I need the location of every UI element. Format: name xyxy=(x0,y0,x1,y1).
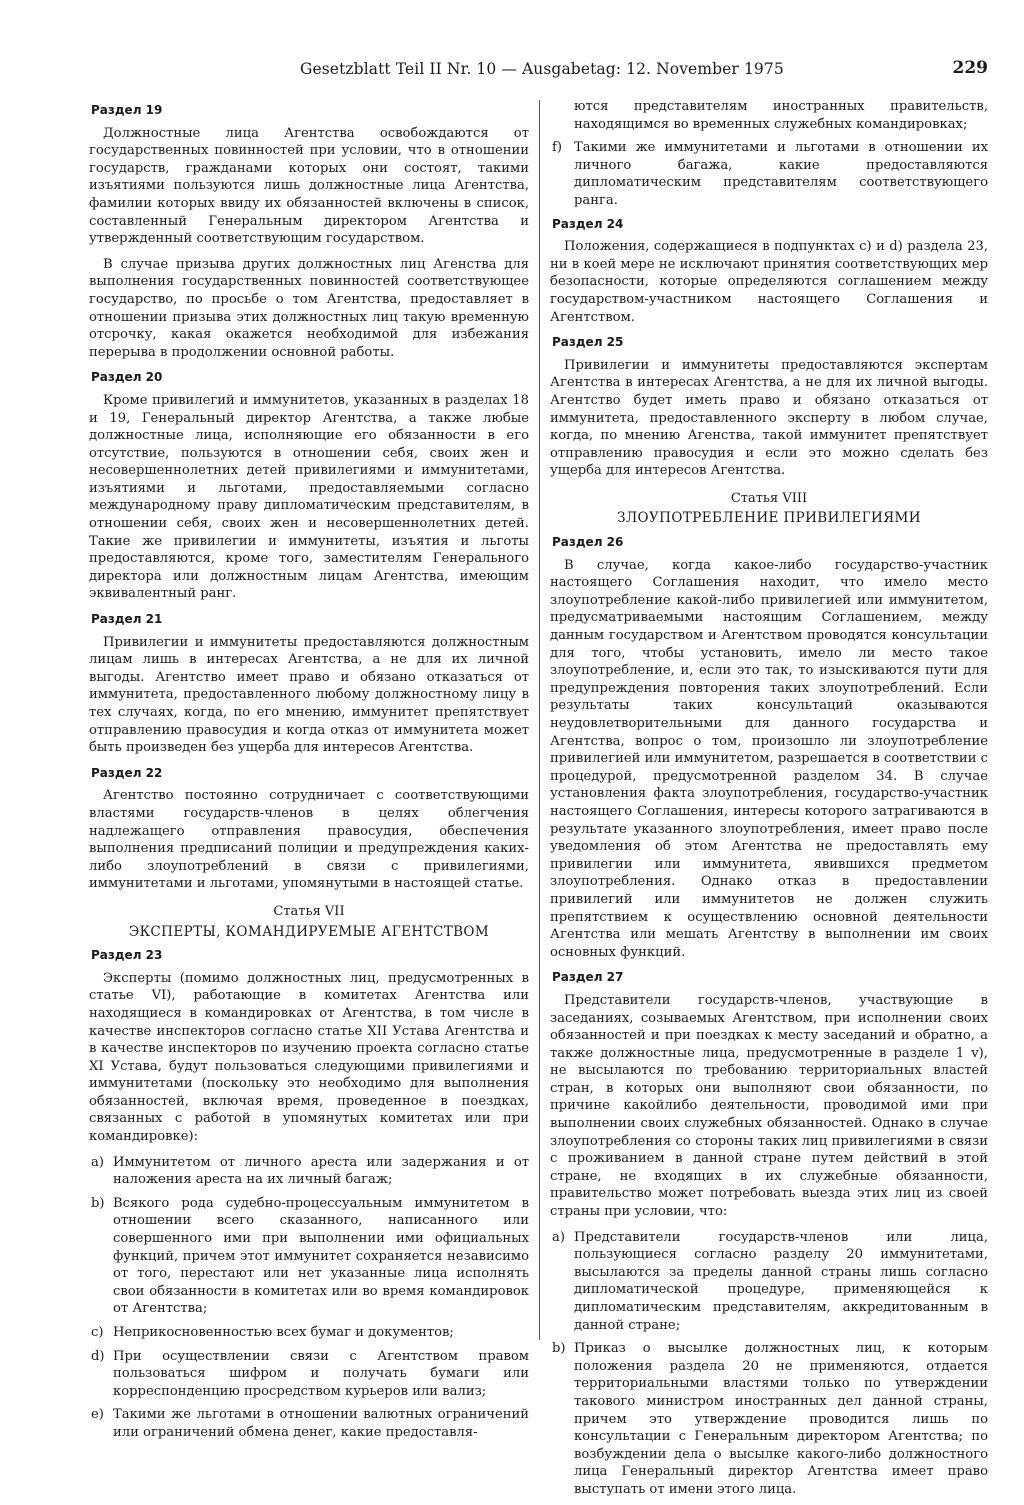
item-marker: a) xyxy=(552,1229,565,1245)
article-7-number: Статья VII xyxy=(273,903,345,919)
section-19-paragraph-2: В случае призыва других должностных лиц Агенства для выполнения государственных повинностей соответствующее государство, по просьбе о том Агентства, предоставляет в отношении призыва этих должностных лиц такую временную отсрочку, какая окажется необходимой для избежания перерыва в продолжении основной работы. xyxy=(89,256,529,360)
page-number: 229 xyxy=(952,58,988,78)
item-marker: f) xyxy=(552,140,562,156)
section-21-title: Раздел 21 xyxy=(91,612,163,627)
column-divider xyxy=(539,100,540,1340)
item-marker: a) xyxy=(91,1154,104,1170)
item-text: Иммунитетом от личного ареста или задержания и от наложения ареста на их личный багаж; xyxy=(113,1154,529,1188)
section-27-item xyxy=(550,1229,988,1335)
item-marker: e) xyxy=(91,1407,104,1423)
item-text: Представители государств-членов или лица, пользующиеся согласно разделу 20 иммунитетами, высылаются за пределы данной страны лишь согласно дипломатической процедуре, применяющейся к дипломатическим представителям, аккредитованным в данной стране; xyxy=(574,1229,988,1333)
section-25-paragraph-1: Привилегии и иммунитеты предоставляются экспертам Агентства в интересах Агентства, а не для их личной выгоды. Агентство будет иметь право и обязано отказаться от иммунитета, предоставленного эксперту в любом случае, когда, по мнению Агенства, такой иммунитет препятствует отправлению правосудия и если это можно сделать без ущерба для интересов Агентства. xyxy=(550,357,988,479)
item-text: При осуществлении связи с Агентством правом пользоваться шифром и получать бумаги или корреспонденцию просредством курьеров или вализ; xyxy=(113,1348,529,1399)
header-title: Gesetzblatt Teil II Nr. 10 — Ausgabetag: 12. November 1975 xyxy=(300,60,784,78)
item-text: Приказ о высылке должностных лиц, к которым положения раздела 20 не применяются, отдается территориальными властями только по утверждении такового министром иностранных дел данной страны, причем это утверждение проводится лишь по консультации с Генеральным директором Агентства; по возбуждении дела о высылке какого-либо должностного лица Генеральный директор Агентства имеет право выступать от имени этого лица. xyxy=(574,1341,988,1497)
section-20-title: Раздел 20 xyxy=(91,370,163,385)
section-24-paragraph-1: Положения, содержащиеся в подпунктах c) и d) раздела 23, ни в коей мере не исключают принятия соответствующих мер безопасности, которые определяются соглашением между государством-участником настоящего Соглашения и Агентством. xyxy=(550,239,988,325)
section-21-paragraph-1: Привилегии и иммунитеты предоставляются должностным лицам лишь в интересах Агентства, а не для их личной выгоды. Агентство имеет право и обязано отказаться от иммунитета, предоставленного любому должностному лицу в тех случаях, когда, по его мнению, иммунитет препятствует отправлению правосудия и когда отказ от иммунитета может быть произведен без ущерба для интересов Агентства. xyxy=(89,634,529,756)
section-23-item xyxy=(89,1348,529,1401)
left-column xyxy=(89,98,529,1448)
item-text: Неприкосновенностью всех бумаг и документов; xyxy=(113,1325,454,1340)
page-header xyxy=(88,58,988,84)
section-23-paragraph-1: Эксперты (помимо должностных лиц, предусмотренных в статье VI), работающие в комитетах Агентства или находящиеся в командировках от Агентства, в том числе в качестве инспекторов согласно статье XII Устава Агентства и в качестве инспекторов по изучению проекта согласно статье XI Устава, будут пользоваться следующими привилегиями и иммунитетами (поскольку это необходимо для выполнения обязанностей, включая время, проведенное в поездках, связанных с работой в упомянутых комитетах или при командировке): xyxy=(89,970,529,1145)
section-27-title: Раздел 27 xyxy=(552,970,624,985)
item-text: Такими же льготами в отношении валютных ограничений или ограничений обмена денег, какие предоставля- xyxy=(113,1407,529,1440)
item-marker: b) xyxy=(91,1195,105,1211)
section-25-title: Раздел 25 xyxy=(552,335,624,350)
article-8-number: Статья VIII xyxy=(730,490,808,506)
section-23-item-e-continued xyxy=(550,98,988,133)
item-marker: d) xyxy=(91,1348,105,1364)
section-22-paragraph-1: Агентство постоянно сотрудничает с соответствующими властями государств-членов в целях облегчения надлежащего отправления правосудия, обеспечения выполнения предписаний полиции и предупреждения каких-либо злоупотреблений в связи с привилегиями, иммунитетами и льготами, упомянутыми в настоящей статье. xyxy=(89,788,529,892)
article-7-title: ЭКСПЕРТЫ, КОМАНДИРУЕМЫЕ АГЕНТСТВОМ xyxy=(128,923,490,940)
section-27-paragraph-1: Представители государств-членов, участвующие в заседаниях, созываемых Агентством, при исполнении своих обязанностей и при поездках к месту заседаний и обратно, а также должностные лица, предусмотренные в разделе 1 v), не высылаются по требованию территориальных властей стран, в которых они выполняют свои обязанности, по причине какойлибо деятельности, проводимой ими при выполнении своих служебных обязанностей. Однако в случае злоупотребления со стороны таких лиц привилегиями в связи с проживанием в данной стране путем действий в этой стране, не входящих в их служебные обязанности, правительство может потребовать выезда этих лиц из своей страны при условии, что: xyxy=(550,992,988,1220)
section-23-item xyxy=(89,1406,529,1441)
section-23-title: Раздел 23 xyxy=(91,948,163,963)
section-24-title: Раздел 24 xyxy=(552,216,624,231)
section-26-title: Раздел 26 xyxy=(552,535,624,550)
section-27-item xyxy=(550,1340,988,1498)
item-marker: b) xyxy=(552,1341,566,1357)
section-23-item xyxy=(89,1195,529,1318)
article-8-title: ЗЛОУПОТРЕБЛЕНИЕ ПРИВИЛЕГИЯМИ xyxy=(617,510,921,527)
section-26-paragraph-1: В случае, когда какое-либо государство-участник настоящего Соглашения находит, что имело место злоупотребление какой-либо привилегией или иммунитетом, предусматриваемыми настоящим Соглашением, между данным государством и Агентством проводятся консультации для того, чтобы установить, имело ли место такое злоупотребление, и, если это так, то изыскиваются пути для предупреждения повторения таких злоупотреблений. Если результаты таких консультаций оказываются неудовлетворительными для данного государства и Агентства, вопрос о том, произошло ли злоупотребление привилегией или иммунитетом, разрешается в соответствии с процедурой, предусмотренной разделом 34. В случае установления факта злоупотребления, государство-участник настоящего Соглашения, интересы которого затрагиваются в результате указанного злоупотребления, имеет право после уведомления об этом Агентства не предоставлять ему привилегии или иммунитета, явившихся предметом злоупотребления. Однако отказ в предоставлении привилегий или иммунитетов не должен служить препятствием к осуществлению основной деятельности Агентства или мешать Агентству в выполнении им своих основных функций. xyxy=(550,557,988,960)
section-19-paragraph-1: Должностные лица Агентства освобождаются от государственных повинностей при условии, что в отношении государств, гражданами которых они состоят, такими изъятиями пользуются лишь должностные лица Агентства, фамилии которых ввиду их обязанностей включены в список, составленный Генеральным директором Агентства и утвержденный соответствующим государством. xyxy=(89,125,529,247)
item-text: Всякого рода судебно-процессуальным иммунитетом в отношении всего сказанного, написанного или совершенного ими при выполнении ими официальных функций, причем этот иммунитет сохраняется независимо от того, перестают или нет указанные лица исполнять свои обязанности в комитетах или во время командировок от Агентства; xyxy=(113,1195,529,1317)
section-23-item xyxy=(550,139,988,209)
section-23-item xyxy=(89,1154,529,1189)
section-20-paragraph-1: Кроме привилегий и иммунитетов, указанных в разделах 18 и 19, Генеральный директор Агентства, а также любые должностные лица, исполняющие его обязанности в его отсутствие, пользуются в отношении себя, своих жен и несовершеннолетних детей привилегиями и иммунитетами, изъятиями и льготами, предоставляемыми согласно международному праву дипломатическим представителям, в отношении себя, своих жен и несовершеннолетних детей. Такие же привилегии и иммунитеты, изъятия и льготы предоставляются, кроме того, заместителям Генерального директора или должностным лицам Агентства, имеющим эквивалентный ранг. xyxy=(89,392,529,602)
right-column xyxy=(550,98,988,1505)
section-23-item xyxy=(89,1324,529,1342)
section-19-title: Раздел 19 xyxy=(91,103,163,117)
item-text: Такими же иммунитетами и льготами в отношении их личного багажа, какие предоставляются дипломатическим представителям соответствующего ранга. xyxy=(574,140,988,208)
item-marker: c) xyxy=(91,1325,104,1340)
section-22-title: Раздел 22 xyxy=(91,765,163,780)
item-text: ются представителям иностранных правительств, находящимся во временных служебных командировках; xyxy=(574,99,988,132)
